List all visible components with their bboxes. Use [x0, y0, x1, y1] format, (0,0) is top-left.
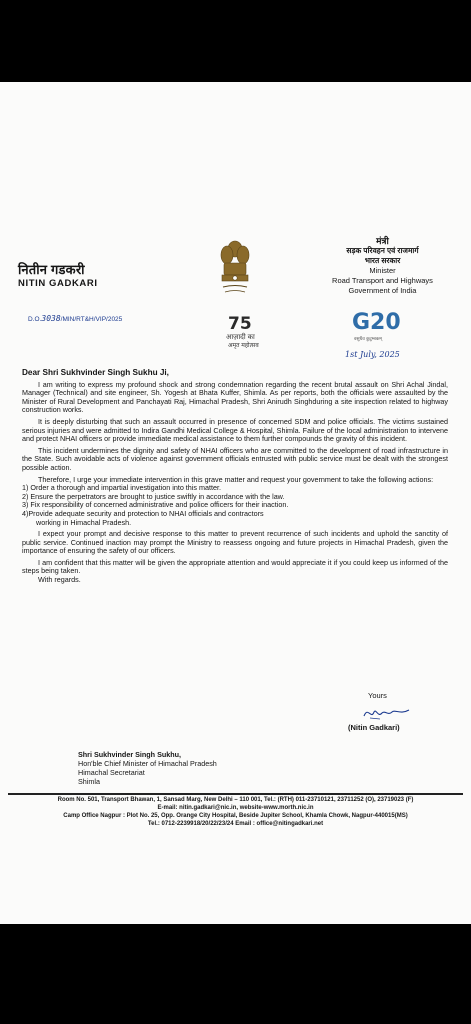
- footer-line: E-mail: nitin.gadkari@nic.in, website-www.morth.nic.in: [157, 805, 314, 811]
- paragraph-6: I am confident that this matter will be given the appropriate attention and would appreciate it if you could keep us informed of the steps being taken.: [22, 557, 448, 576]
- paragraph-5: I expect your prompt and decisive response to this matter to prevent recurrence of such incidents and uphold the sanctity of public service. Continued inaction may prompt the Ministry to reassess ongoing and future projects in Himachal Pradesh, given the importance of ensuring the safety of our officers.: [22, 529, 448, 556]
- paragraph-3: This incident undermines the dignity and safety of NHAI officers who are committed to the development of road infrastructure in the State. Such avoidable acts of violence against government officials entrusted with public service must be dealt with the strongest possible action.: [22, 445, 448, 472]
- footer-line: Tel.: 0712-2239918/20/22/23/24 Email : office@nitingadkari.net: [147, 821, 324, 827]
- letter-footer: [8, 796, 463, 828]
- letter-date: 1st July, 2025: [345, 350, 400, 359]
- azadi-ka-amrit-mahotsav-logo: [226, 314, 268, 354]
- ministry-name-english: Road Transport and Highways: [332, 276, 433, 285]
- footer-line: Camp Office Nagpur : Plot No. 25, Opp. Orange City Hospital, Beside Jupiter School, Khamla Chowk, Nagpur-440015(MS): [63, 813, 408, 819]
- action-item: 3) Fix responsibility of concerned administrative and police officers for their inaction.: [22, 500, 289, 510]
- addressee-name: Shri Sukhvinder Singh Sukhu,: [78, 750, 182, 759]
- government-hindi: भारत सरकार: [364, 256, 401, 265]
- signatory-name: (Nitin Gadkari): [348, 723, 400, 732]
- addressee-block: [78, 750, 217, 786]
- closing-yours: Yours: [368, 691, 387, 700]
- regards: With regards.: [38, 575, 81, 585]
- ministry-heading: [300, 236, 465, 296]
- addressee-line: Himachal Secretariat: [78, 768, 145, 777]
- action-item: 1) Order a thorough and impartial investigation into this matter.: [22, 483, 221, 493]
- paragraph-1: I am writing to express my profound shock and strong condemnation regarding the recent brutal assault on Shri Achal Jindal, Manager (Technical) and site engineer, Sh. Yogesh at Bhata Kuffer, Shimla. As per reports, both the officials were assaulted by the Minister of Rural Development and Panchayati Raj, Himachal Pradesh, Shri Anirudh Singhduring a site inspection related to highway construction works.: [22, 379, 448, 415]
- reference-number: [28, 314, 122, 323]
- designation-english: Minister: [369, 266, 396, 275]
- addressee-line: Hon'ble Chief Minister of Himachal Pradesh: [78, 759, 217, 768]
- national-emblem-icon: [218, 237, 252, 299]
- addressee-line: Shimla: [78, 777, 100, 786]
- g20-logo-text: G20: [352, 310, 401, 335]
- ministry-name-hindi: सड़क परिवहन एवं राजमार्ग: [346, 246, 419, 255]
- paragraph-2: It is deeply disturbing that such an assault occurred in presence of concerned SDM and police officials. The victims sustained serious injuries and were admitted to Indira Gandhi Medical College & Hospital, Shimla. Failure of the local administration to intervene and protect NHAI officers or provide immediate medical assistance to them further compounds the gravity of this incident.: [22, 416, 448, 444]
- footer-divider: [8, 793, 463, 795]
- letter-body: [22, 369, 448, 585]
- reference-handwritten-number: 3038: [41, 314, 61, 323]
- action-item-continuation: working in Himachal Pradesh.: [36, 517, 132, 527]
- reference-suffix: /MIN/RT&H/VIP/2025: [60, 316, 123, 323]
- sender-name-hindi: नितीन गडकरी: [18, 262, 85, 277]
- letter-page: [0, 82, 471, 924]
- handwritten-signature: [362, 704, 412, 722]
- action-list: [22, 484, 448, 527]
- action-item: 2) Ensure the perpetrators are brought to justice swiftly in accordance with the law.: [22, 491, 285, 501]
- azadi-line2: अमृत महोत्सव: [228, 343, 259, 349]
- salutation: Dear Shri Sukhvinder Singh Sukhu Ji,: [22, 368, 169, 377]
- sender-name-english: NITIN GADKARI: [18, 278, 98, 289]
- government-english: Government of India: [348, 286, 417, 295]
- reference-prefix: D.O.: [28, 316, 42, 323]
- g20-logo: [348, 310, 403, 354]
- designation-hindi: मंत्री: [376, 236, 389, 246]
- action-item: 4)Provide adequate security and protection to NHAI officials and contractors: [22, 508, 264, 518]
- g20-logo-subtext: वसुधैव कुटुम्बकम्: [354, 336, 382, 341]
- azadi-number: 75: [228, 314, 252, 334]
- footer-line: Room No. 501, Transport Bhawan, 1, Sansad Marg, New Delhi – 110 001, Tel.: (RTH) 011-23710121, 23711252 (O), 23719023 (F): [57, 797, 414, 803]
- paragraph-4: Therefore, I urge your immediate intervention in this grave matter and request your government to take the following actions:: [38, 474, 434, 484]
- azadi-line1: आज़ादी का: [226, 334, 255, 341]
